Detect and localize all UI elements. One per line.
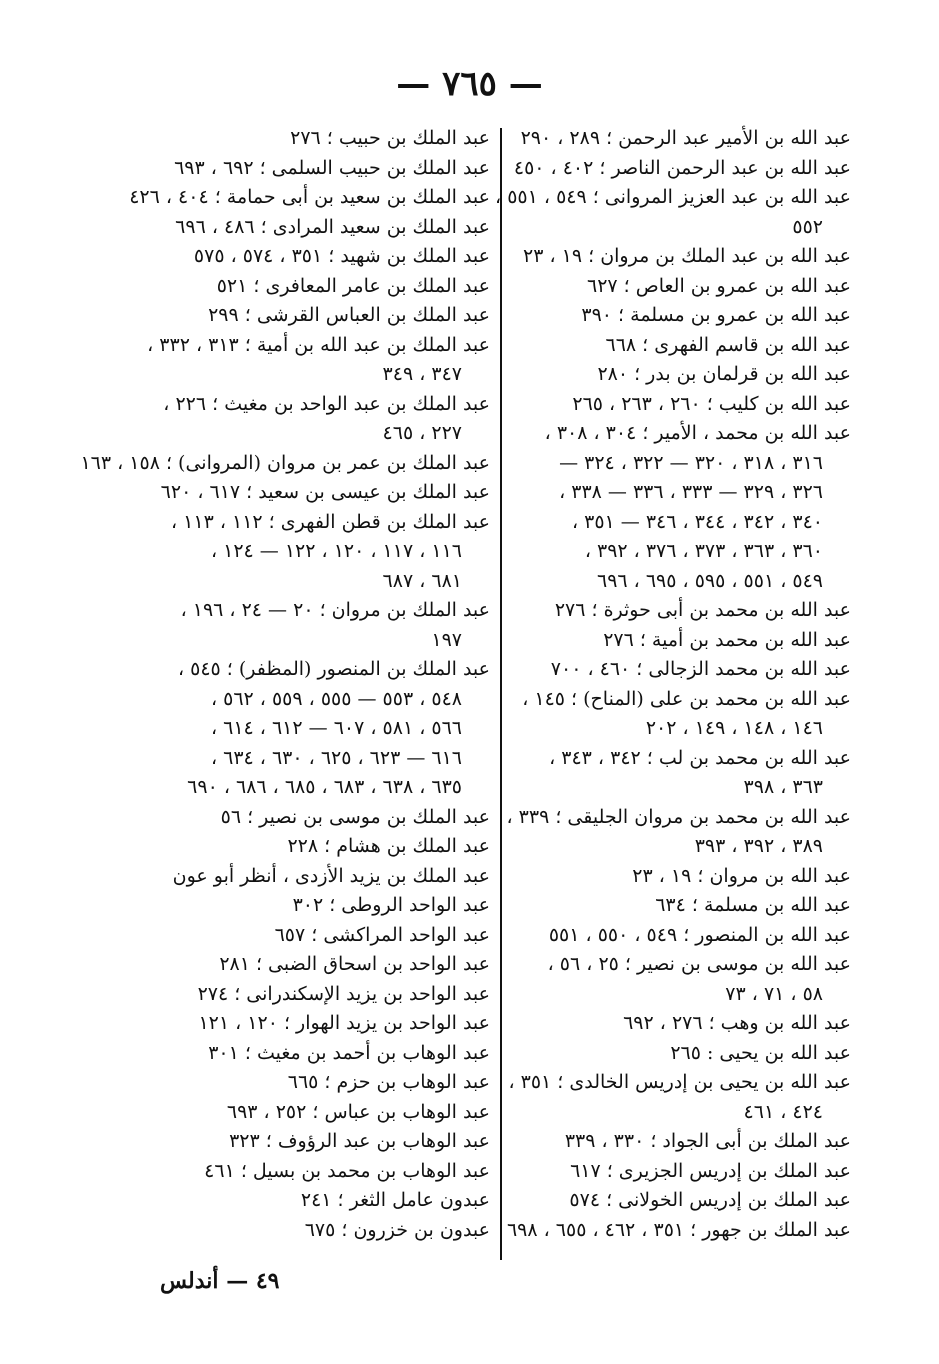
index-entry-continuation: ٥٤٨ ، ٥٥٣ — ٥٥٥ ، ٥٥٩ ، ٥٦٢ ،	[210, 687, 462, 710]
index-entry: عبد الوهاب بن أحمد بن مغيث ؛ ٣٠١	[208, 1041, 490, 1064]
index-entry: عبد الملك بن إدريس الجزيرى ؛ ٦١٧	[570, 1159, 851, 1182]
index-entry-continuation: ٤٢٤ ، ٤٦١	[743, 1100, 823, 1123]
index-entry-continuation: ٦٨١ ، ٦٨٧	[382, 569, 462, 592]
index-entry: عبد الملك بن شهيد ؛ ٣٥١ ، ٥٧٤ ، ٥٧٥	[193, 245, 490, 267]
footer-signature: ٤٩ — أندلس	[160, 1268, 280, 1294]
index-entry: عبد الله بن عمرو بن مسلمة ؛ ٣٩٠	[581, 304, 851, 326]
index-entry-continuation: ٣٢٦ ، ٣٢٩ — ٣٣٣ ، ٣٣٦ — ٣٣٨ ،	[559, 481, 823, 503]
index-entry: عبد الوهاب بن عبد الرؤوف ؛ ٣٢٣	[229, 1130, 490, 1152]
index-entry: عبد الملك بن المنصور (المظفر) ؛ ٥٤٥ ،	[177, 658, 490, 680]
index-entry: عبد الواحد المراكشى ؛ ٦٥٧	[274, 923, 490, 946]
index-entry: عبد الله بن محمد ، الأمير ؛ ٣٠٤ ، ٣٠٨ ،	[544, 422, 851, 444]
index-entry: عبد الملك بن موسى بن نصير ؛ ٥٦	[220, 805, 490, 828]
index-entry: عبد الملك بن عبد الواحد بن مغيث ؛ ٢٢٦ ،	[163, 392, 490, 415]
index-entry: عبد الواحد الروطى ؛ ٣٠٢	[292, 894, 490, 916]
index-entry: عبد الله بن محمد الزجالى ؛ ٤٦٠ ، ٧٠٠	[550, 658, 851, 680]
index-column-right	[495, 124, 851, 1245]
index-entry-continuation: ٥٦٦ ، ٥٨١ ، ٦٠٧ — ٦١٢ ، ٦١٤ ،	[210, 717, 462, 739]
index-entry: عبد الملك بن سعيد المرادى ؛ ٤٨٦ ، ٦٩٦	[175, 215, 490, 238]
index-entry: عبد الملك بن جهور ؛ ٣٥١ ، ٤٦٢ ، ٦٥٥ ، ٦٩٨	[506, 1218, 851, 1241]
index-entry-continuation: ٣١٦ ، ٣١٨ ، ٣٢٠ — ٣٢٢ ، ٣٢٤ —	[559, 451, 823, 474]
index-entry: عبد الله بن المنصور ؛ ٥٤٩ ، ٥٥٠ ، ٥٥١	[548, 923, 851, 946]
index-entry: عبد الله بن مسلمة ؛ ٦٣٤	[655, 894, 851, 916]
index-entry: عبدون بن خزرون ؛ ٦٧٥	[304, 1218, 490, 1241]
index-entry-continuation: ٣٨٩ ، ٣٩٢ ، ٣٩٣	[694, 835, 823, 857]
index-entry: عبد الله بن كليب ؛ ٢٦٠ ، ٢٦٣ ، ٢٦٥	[572, 392, 851, 415]
index-entry: عبد الملك بن يزيد الأزدى ، أنظر أبو عون	[172, 864, 490, 887]
index-entry: عبد الله بن محمد بن لب ؛ ٣٤٢ ، ٣٤٣ ،	[549, 746, 851, 769]
index-entry: عبد الله بن مروان ؛ ١٩ ، ٢٣	[632, 864, 851, 887]
index-entry: عبد الله بن محمد بن أمية ؛ ٢٧٦	[603, 628, 851, 651]
index-entry: عبد الله بن عبد الملك بن مروان ؛ ١٩ ، ٢٣	[523, 245, 851, 267]
index-entry-continuation: ٣٤٧ ، ٣٤٩	[382, 363, 462, 385]
index-entry: عبد الملك بن العباس القرشى ؛ ٢٩٩	[208, 304, 490, 326]
index-entry: عبد الله بن محمد بن أبى حوثرة ؛ ٢٧٦	[554, 599, 851, 621]
index-entry: عبد الله بن قاسم الفهرى ؛ ٦٦٨	[605, 333, 851, 356]
index-entry: عبد الله بن الأمير عبد الرحمن ؛ ٢٨٩ ، ٢٩٠	[520, 127, 851, 149]
index-entry-continuation: ٣٦٣ ، ٣٩٨	[743, 776, 823, 798]
index-entry: عبد الله بن عمرو بن العاص ؛ ٦٢٧	[586, 274, 851, 297]
index-entry-continuation: ١٤٦ ، ١٤٨ ، ١٤٩ ، ٢٠٢	[645, 717, 823, 739]
index-entry-continuation: ١١٦ ، ١١٧ ، ١٢٠ ، ١٢٢ — ١٢٤ ،	[210, 540, 462, 562]
index-column-left	[80, 124, 490, 1245]
index-entry-continuation: ٣٤٠ ، ٣٤٢ ، ٣٤٤ ، ٣٤٦ — ٣٥١ ،	[571, 510, 823, 533]
index-entry: عبد الله بن قرلمان بن بدر ؛ ٢٨٠	[597, 363, 851, 385]
index-entry: عبد الملك بن أبى الجواد ؛ ٣٣٠ ، ٣٣٩	[564, 1130, 851, 1152]
index-entry-continuation: ٥٤٩ ، ٥٥١ ، ٥٩٥ ، ٦٩٥ ، ٦٩٦	[597, 569, 823, 592]
index-entry: عبد الملك بن عبد الله بن أمية ؛ ٣١٣ ، ٣٣٢ ،	[147, 333, 490, 356]
index-entry: عبد الملك بن عمر بن مروان (المروانى) ؛ ١٥٨ ، ١٦٣	[80, 451, 490, 474]
index-entry: عبد الله بن يحيى بن إدريس الخالدى ؛ ٣٥١ ،	[508, 1071, 851, 1093]
index-entry: عبد الله بن عبد الرحمن الناصر ؛ ٤٠٢ ، ٤٥٠	[513, 156, 851, 179]
index-entry: عبد الملك بن حبيب السلمى ؛ ٦٩٢ ، ٦٩٣	[174, 156, 490, 179]
index-entry: عبد الله بن محمد بن مروان الجليقى ؛ ٣٣٩ ،	[506, 805, 851, 828]
index-entry: عبد الله بن يحيى : ٢٦٥	[670, 1041, 851, 1064]
index-entry: عبد الله بن عبد العزيز المروانى ؛ ٥٤٩ ، ٥٥١ ،	[495, 186, 851, 208]
index-entry: عبد الملك بن هشام ؛ ٢٢٨	[287, 835, 490, 857]
index-entry: عبد الملك بن سعيد بن أبى حمامة ؛ ٤٠٤ ، ٤٢٦	[129, 186, 490, 208]
index-entry: عبد الملك بن قطن الفهرى ؛ ١١٢ ، ١١٣ ،	[171, 510, 490, 533]
index-entry: عبد الملك بن عيسى بن سعيد ؛ ٦١٧ ، ٦٢٠	[160, 481, 490, 503]
index-entry: عبد الواحد بن اسحاق الضبى ؛ ٢٨١	[219, 953, 490, 975]
index-entry-continuation: ١٩٧	[431, 628, 462, 651]
index-entry: عبد الملك بن حبيب ؛ ٢٧٦	[290, 127, 490, 149]
index-entry-continuation: ٢٢٧ ، ٤٦٥	[382, 422, 462, 444]
index-entry: عبدون عامل الثغر ؛ ٢٤١	[300, 1189, 490, 1211]
column-divider	[500, 128, 502, 1260]
index-entry: عبد الملك بن عامر المعافرى ؛ ٥٢١	[216, 274, 490, 297]
index-entry: عبد الوهاب بن عباس ؛ ٢٥٢ ، ٦٩٣	[226, 1100, 490, 1123]
index-entry: عبد الواحد بن يزيد الهوار ؛ ١٢٠ ، ١٢١	[198, 1012, 490, 1034]
index-entry: عبد الوهاب بن حزم ؛ ٦٦٥	[287, 1071, 490, 1093]
index-entry: عبد الله بن وهب ؛ ٢٧٦ ، ٦٩٢	[623, 1012, 851, 1034]
index-entry: عبد الله بن محمد بن على (المناح) ؛ ١٤٥ ،	[522, 687, 851, 710]
index-entry-continuation: ٦٣٥ ، ٦٣٨ ، ٦٨٣ ، ٦٨٥ ، ٦٨٦ ، ٦٩٠	[187, 776, 462, 798]
index-entry: عبد الملك بن مروان ؛ ٢٠ — ٢٤ ، ١٩٦ ،	[180, 599, 490, 621]
index-entry-continuation: ٥٥٢	[792, 215, 823, 238]
index-entry: عبد الوهاب بن محمد بن بسيل ؛ ٤٦١	[204, 1159, 490, 1182]
index-entry: عبد الملك بن إدريس الخولانى ؛ ٥٧٤	[569, 1189, 851, 1211]
index-entry-continuation: ٣٦٠ ، ٣٦٣ ، ٣٧٣ ، ٣٧٦ ، ٣٩٢ ،	[584, 540, 823, 562]
index-entry-continuation: ٦١٦ — ٦٢٣ ، ٦٢٥ ، ٦٣٠ ، ٦٣٤ ،	[210, 746, 462, 769]
page-number: — ٧٦٥ —	[396, 64, 543, 104]
index-entry: عبد الواحد بن يزيد الإسكندرانى ؛ ٢٧٤	[197, 982, 490, 1005]
index-entry-continuation: ٥٨ ، ٧١ ، ٧٣	[725, 982, 823, 1005]
index-entry: عبد الله بن موسى بن نصير ؛ ٢٥ ، ٥٦ ،	[547, 953, 851, 975]
